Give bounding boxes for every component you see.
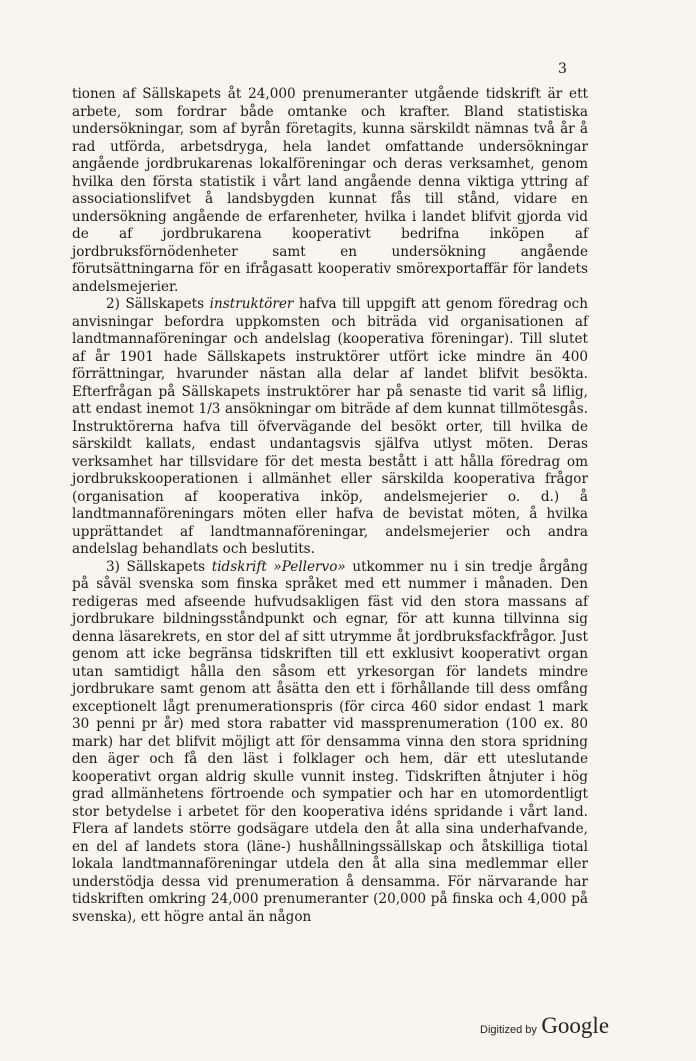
digitized-by-watermark bbox=[480, 1013, 609, 1039]
text-run: 2) Sällskapets bbox=[106, 296, 210, 312]
paragraph bbox=[72, 296, 588, 559]
text-run: hafva till uppgift att genom föredrag och anvisningar befordra uppkomsten och biträda vid organisationen af landtmannaföreningar och andelslag (kooperativa föreningar). Till slutet af år 1901 hade Sällskapets instruktörer utfört icke mindre än 400 förrättningar, hvarunder nästan alla delar af landet blifvit besökta. Efterfrågan på Sällskapets instruktörer har på senaste tid varit så liflig, att endast inemot 1/3 ansökningar om biträde af dem kunnat tillmötesgås. Instruktörerna hafva till öfvervägande del besökt orter, till hvilka de särskildt kallats, endast undantagsvis själfva utlyst möten. Deras verksamhet har tillsvidare för det mesta bestått i att hålla föredrag om jordbrukskooperationen i allmänhet eller särskilda kooperativa frågor (organisation af kooperativa inköp, andelsmejerier o. d.) å landtmannaföreningars möten eller hafva de bevistat möten, å hvilka upprättandet af landtmannaföreningar, andelsmejerier och andra andelslag behandlats och beslutits. bbox=[72, 296, 588, 557]
google-logo: Google bbox=[541, 1013, 610, 1038]
text-run: 3) Sällskapets bbox=[106, 558, 212, 575]
page-number: 3 bbox=[558, 61, 567, 77]
body-text bbox=[72, 86, 588, 926]
text-run: utkommer nu i sin tredje årgång på såväl svenska som finska språket med ett nummer i månaden. Den redigeras med afseende hufvudsakligen fäst vid den stora massans af jordbrukare bildningsståndpunkt och egnar, för att kunna tillvinna sig denna läsarekrets, en stor del af sitt utrymme åt jordbruksfackfrågor. Just genom att icke begränsa tidskriften till ett exklusivt kooperativt organ utan samtidigt hålla den såsom ett yrkesorgan för landets mindre jordbrukare samt genom att åsätta den ett i förhållande till dess omfång exceptionelt lågt prenumerationspris (för circa 460 sidor endast 1 mark 30 penni pr år) med stora rabatter vid massprenumeration (100 ex. 80 mark) har det blifvit möjligt att för densamma vinna den stora spridning den äger och få den läst i folklager och hem, där ett uteslutande kooperativt organ aldrig skulle vunnit insteg. Tidskriften åtnjuter i hög grad allmänhetens förtroende och sympatier och har en utomordentligt stor betydelse i arbetet för den kooperativa idéns spridande i vårt land. Flera af landets större godsägare utdela den åt alla sina underhafvande, en del af landets stora (läne-) hushållningssällskap och åtskilliga tiotal lokala landtmannaföreningar utdela den åt alla sina medlemmar eller understödja dessa vid prenumeration å densamma. För närvarande har tidskriften omkring 24,000 prenumeranter (20,000 på finska och 4,000 på svenska), ett högre antal än någon bbox=[72, 558, 588, 925]
text-run-italic: instruktörer bbox=[209, 296, 294, 312]
paragraph bbox=[72, 86, 588, 296]
digitized-by-label: Digitized by bbox=[480, 1024, 537, 1036]
paragraph bbox=[72, 559, 588, 927]
text-run-italic: tidskrift »Pellervo» bbox=[211, 558, 346, 575]
text-run: tionen af Sällskapets åt 24,000 prenumeranter utgående tidskrift är ett arbete, som fordrar både omtanke och krafter. Bland statistiska undersökningar, som af byrån företagits, kunna särskildt nämnas två år å rad utförda, arbetsdryga, hela landet omfattande undersökningar angående jordbrukarenas lokalföreningar och deras verksamhet, genom hvilka den första statistik i vårt land angående denna viktiga yttring af associationslifvet å landsbygden kunnat fås till stånd, vidare en undersökning angående de erfarenheter, hvilka i landet blifvit gjorda vid de af jordbrukarena kooperativt bedrifna inköpen af jordbruksförnödenheter samt en undersökning angående förutsättningarna för en ifrågasatt kooperativ smörexportaffär för landets andelsmejerier. bbox=[72, 86, 588, 295]
